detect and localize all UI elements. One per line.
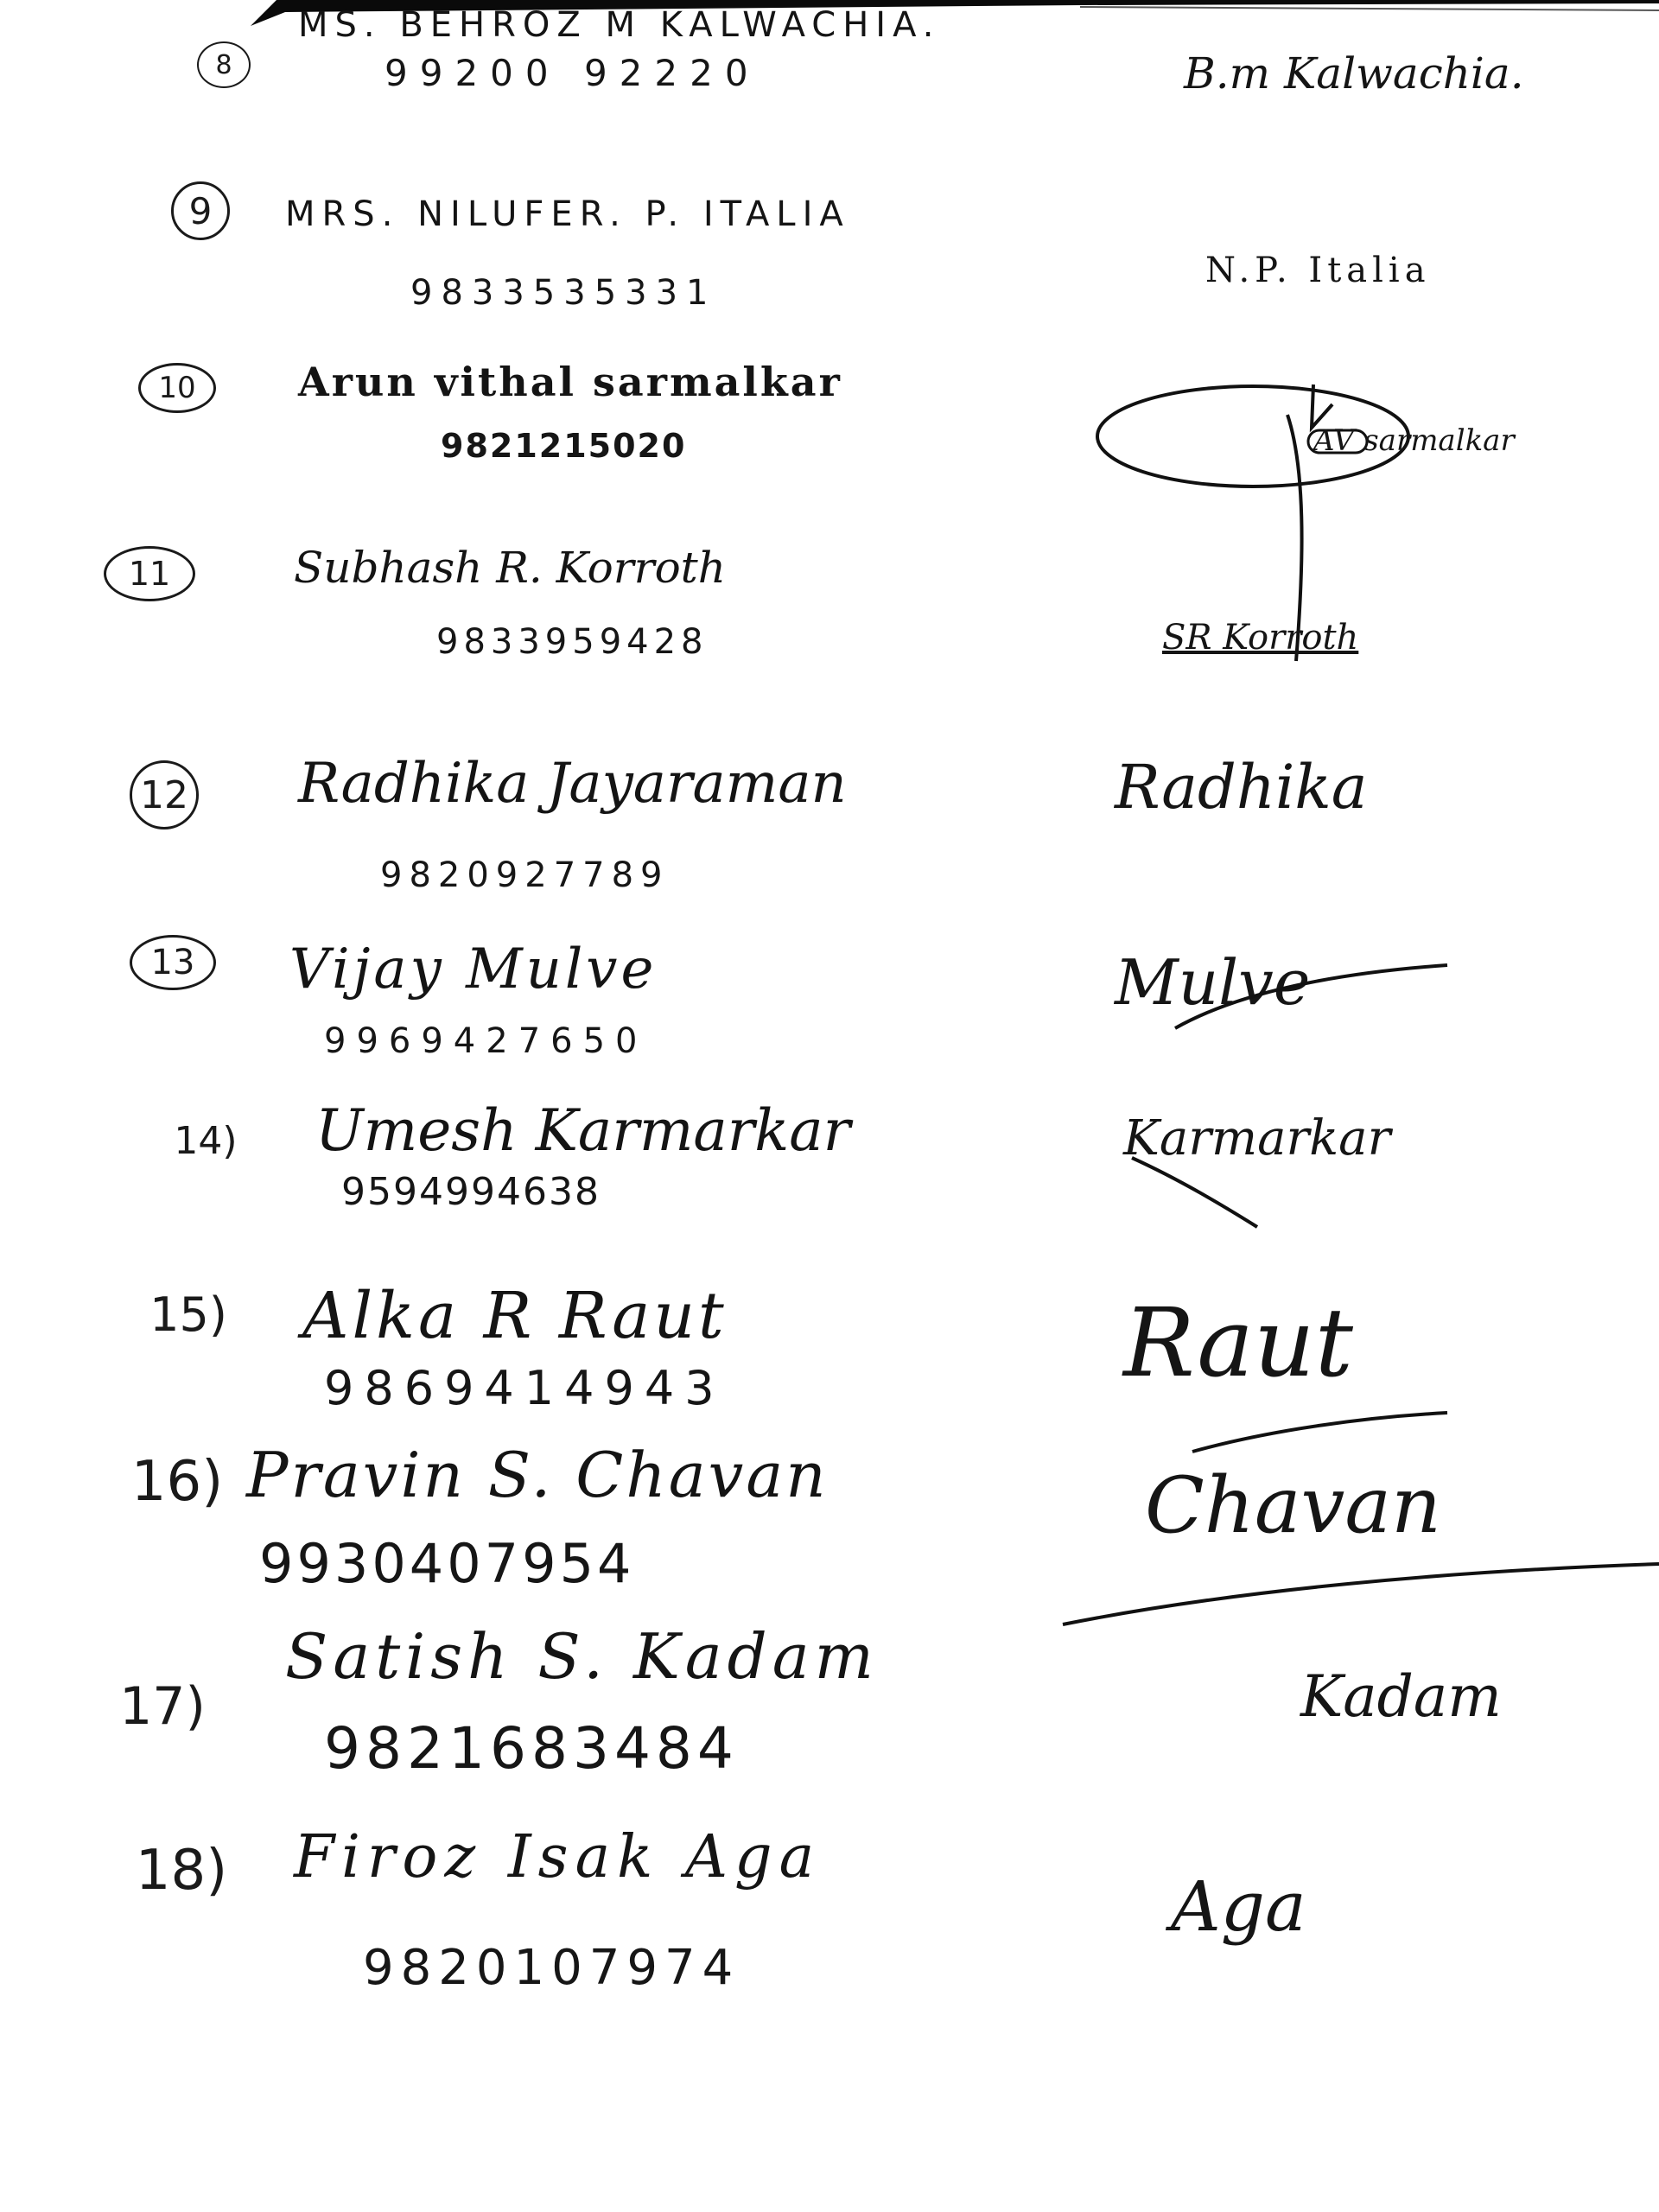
signature-underline: [1192, 1408, 1452, 1460]
signature: SR Korroth: [1162, 618, 1359, 658]
signature: N.P. Italia: [1205, 251, 1431, 290]
signature-underline: [1063, 1555, 1659, 1633]
serial-number: 12: [130, 760, 199, 830]
phone-number: 9820107974: [363, 1940, 741, 1996]
serial-number: 15): [149, 1287, 227, 1342]
signature: Mulve: [1115, 946, 1311, 1019]
signature: Raut: [1123, 1287, 1353, 1398]
member-name: Firoz Isak Aga: [294, 1823, 822, 1891]
member-name: Pravin S. Chavan: [246, 1439, 829, 1511]
serial-number: 11: [104, 546, 195, 601]
phone-number: 9969427650: [324, 1021, 648, 1061]
serial-number: 14): [174, 1118, 238, 1163]
phone-number: 9869414943: [324, 1361, 725, 1415]
phone-number: 9821215020: [441, 427, 687, 465]
member-name: MRS. NILUFER. P. ITALIA: [285, 194, 850, 234]
phone-number: 9821683484: [324, 1715, 739, 1782]
phone-number: 9820927789: [380, 855, 670, 895]
member-name: Subhash R. Korroth: [294, 543, 726, 593]
serial-number: 10: [138, 363, 216, 413]
serial-number: 17): [119, 1676, 206, 1737]
member-name: Umesh Karmarkar: [315, 1097, 851, 1164]
member-name: MS. BEHROZ M KALWACHIA.: [298, 5, 941, 45]
phone-number: 99200 92220: [385, 52, 760, 94]
signature: B.m Kalwachia.: [1184, 48, 1524, 99]
signature: Chavan: [1145, 1460, 1441, 1551]
signature: Kadam: [1300, 1663, 1502, 1730]
member-name: Arun vithal sarmalkar: [298, 359, 842, 405]
serial-number: 9: [171, 181, 230, 240]
phone-number: 9833959428: [436, 622, 709, 662]
signature: Radhika: [1115, 752, 1368, 823]
serial-number: 16): [130, 1450, 224, 1514]
signature-underline: [1175, 955, 1452, 1033]
signature: AV sarmalkar: [1313, 423, 1515, 458]
member-name: Vijay Mulve: [289, 938, 658, 1001]
signature-flourish: [1128, 1154, 1300, 1231]
signature: Karmarkar: [1123, 1110, 1391, 1166]
member-name: Alka R Raut: [302, 1279, 728, 1353]
member-name: Satish S. Kadam: [285, 1620, 879, 1693]
serial-number: 8: [197, 41, 251, 88]
member-name: Radhika Jayaraman: [298, 752, 847, 816]
phone-number: 9930407954: [259, 1532, 635, 1595]
signature: Aga: [1171, 1866, 1306, 1947]
serial-number: 13: [130, 935, 216, 990]
phone-number: 9594994638: [341, 1170, 601, 1214]
phone-number: 9833535331: [410, 273, 717, 313]
serial-number: 18): [135, 1839, 228, 1903]
